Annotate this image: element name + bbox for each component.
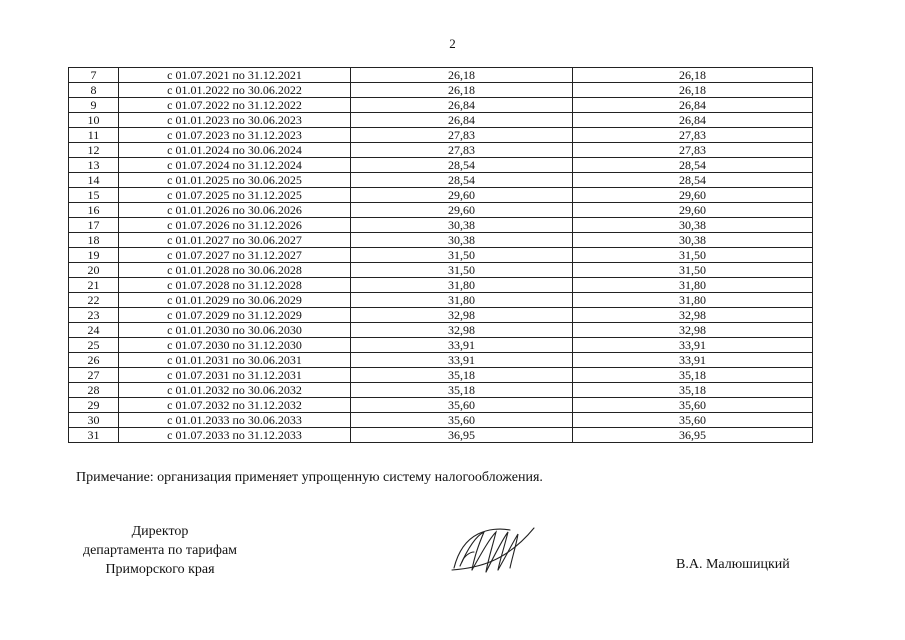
table-row <box>69 158 813 173</box>
period-cell: с 01.01.2025 по 30.06.2025 <box>119 173 351 188</box>
tariff-value-cell: 29,60 <box>351 203 573 218</box>
signer-title-line-1: Директор <box>131 524 189 539</box>
tariff-value-cell-2: 26,84 <box>573 113 813 128</box>
tariff-value-cell-2: 28,54 <box>573 158 813 173</box>
period-cell: с 01.01.2026 по 30.06.2026 <box>119 203 351 218</box>
table-row <box>69 383 813 398</box>
table-row <box>69 398 813 413</box>
tariff-value-cell: 33,91 <box>351 338 573 353</box>
tariff-value-cell-2: 30,38 <box>573 218 813 233</box>
row-number-cell: 23 <box>69 308 119 323</box>
signer-name: В.А. Малюшицкий <box>676 557 790 572</box>
period-cell: с 01.01.2030 по 30.06.2030 <box>119 323 351 338</box>
row-number-cell: 31 <box>69 428 119 443</box>
row-number-cell: 10 <box>69 113 119 128</box>
tariff-table-body <box>69 68 813 443</box>
table-row <box>69 128 813 143</box>
tariff-value-cell-2: 30,38 <box>573 233 813 248</box>
tariff-value-cell-2: 33,91 <box>573 338 813 353</box>
table-row <box>69 98 813 113</box>
period-cell: с 01.07.2030 по 31.12.2030 <box>119 338 351 353</box>
period-cell: с 01.07.2028 по 31.12.2028 <box>119 278 351 293</box>
period-cell: с 01.07.2032 по 31.12.2032 <box>119 398 351 413</box>
signer-title <box>72 522 248 579</box>
row-number-cell: 29 <box>69 398 119 413</box>
period-cell: с 01.07.2023 по 31.12.2023 <box>119 128 351 143</box>
period-cell: с 01.07.2021 по 31.12.2021 <box>119 68 351 83</box>
period-cell: с 01.07.2029 по 31.12.2029 <box>119 308 351 323</box>
tariff-value-cell-2: 28,54 <box>573 173 813 188</box>
row-number-cell: 30 <box>69 413 119 428</box>
tariff-value-cell: 28,54 <box>351 158 573 173</box>
table-row <box>69 308 813 323</box>
table-row <box>69 353 813 368</box>
tariff-value-cell-2: 27,83 <box>573 128 813 143</box>
tariff-value-cell: 29,60 <box>351 188 573 203</box>
table-row <box>69 248 813 263</box>
row-number-cell: 22 <box>69 293 119 308</box>
row-number-cell: 27 <box>69 368 119 383</box>
period-cell: с 01.01.2024 по 30.06.2024 <box>119 143 351 158</box>
tariff-value-cell: 26,84 <box>351 98 573 113</box>
tariff-value-cell-2: 29,60 <box>573 188 813 203</box>
tariff-value-cell: 27,83 <box>351 128 573 143</box>
tariff-value-cell: 35,18 <box>351 383 573 398</box>
table-row <box>69 278 813 293</box>
table-row <box>69 203 813 218</box>
tariff-value-cell-2: 35,60 <box>573 398 813 413</box>
tariff-value-cell: 26,18 <box>351 68 573 83</box>
tariff-value-cell: 28,54 <box>351 173 573 188</box>
table-row <box>69 68 813 83</box>
page-number: 2 <box>449 36 456 51</box>
row-number-cell: 19 <box>69 248 119 263</box>
table-row <box>69 338 813 353</box>
row-number-cell: 12 <box>69 143 119 158</box>
tariff-value-cell: 33,91 <box>351 353 573 368</box>
period-cell: с 01.07.2024 по 31.12.2024 <box>119 158 351 173</box>
period-cell: с 01.01.2031 по 30.06.2031 <box>119 353 351 368</box>
tariff-value-cell-2: 27,83 <box>573 143 813 158</box>
period-cell: с 01.01.2023 по 30.06.2023 <box>119 113 351 128</box>
period-cell: с 01.07.2027 по 31.12.2027 <box>119 248 351 263</box>
table-row <box>69 413 813 428</box>
tariff-value-cell: 35,60 <box>351 398 573 413</box>
table-row <box>69 188 813 203</box>
tariff-value-cell-2: 29,60 <box>573 203 813 218</box>
tariff-value-cell-2: 32,98 <box>573 323 813 338</box>
period-cell: с 01.07.2033 по 31.12.2033 <box>119 428 351 443</box>
tariff-value-cell: 31,80 <box>351 293 573 308</box>
row-number-cell: 15 <box>69 188 119 203</box>
row-number-cell: 9 <box>69 98 119 113</box>
signer-title-line-3: Приморского края <box>105 562 215 577</box>
tariff-value-cell: 35,60 <box>351 413 573 428</box>
row-number-cell: 26 <box>69 353 119 368</box>
row-number-cell: 8 <box>69 83 119 98</box>
tariff-value-cell: 31,50 <box>351 248 573 263</box>
tariff-value-cell: 30,38 <box>351 218 573 233</box>
tariff-value-cell-2: 36,95 <box>573 428 813 443</box>
tariff-value-cell-2: 26,18 <box>573 83 813 98</box>
tariff-value-cell-2: 31,80 <box>573 278 813 293</box>
period-cell: с 01.07.2026 по 31.12.2026 <box>119 218 351 233</box>
note-text: Примечание: организация применяет упрощенную систему налогообложения. <box>76 470 543 485</box>
table-row <box>69 113 813 128</box>
tariff-value-cell: 27,83 <box>351 143 573 158</box>
tariff-value-cell: 31,80 <box>351 278 573 293</box>
period-cell: с 01.01.2029 по 30.06.2029 <box>119 293 351 308</box>
period-cell: с 01.07.2031 по 31.12.2031 <box>119 368 351 383</box>
table-row <box>69 173 813 188</box>
period-cell: с 01.01.2022 по 30.06.2022 <box>119 83 351 98</box>
tariff-value-cell: 30,38 <box>351 233 573 248</box>
tariff-value-cell: 35,18 <box>351 368 573 383</box>
tariff-value-cell: 36,95 <box>351 428 573 443</box>
period-cell: с 01.01.2033 по 30.06.2033 <box>119 413 351 428</box>
row-number-cell: 24 <box>69 323 119 338</box>
tariff-value-cell: 26,18 <box>351 83 573 98</box>
handwritten-signature-icon <box>448 522 538 576</box>
row-number-cell: 17 <box>69 218 119 233</box>
tariff-value-cell: 31,50 <box>351 263 573 278</box>
tariff-table <box>68 67 813 443</box>
row-number-cell: 18 <box>69 233 119 248</box>
table-row <box>69 218 813 233</box>
tariff-value-cell: 32,98 <box>351 308 573 323</box>
tariff-value-cell-2: 35,60 <box>573 413 813 428</box>
table-row <box>69 323 813 338</box>
table-row <box>69 83 813 98</box>
signer-title-line-2: департамента по тарифам <box>82 543 238 558</box>
tariff-value-cell-2: 31,50 <box>573 263 813 278</box>
tariff-value-cell-2: 32,98 <box>573 308 813 323</box>
period-cell: с 01.01.2028 по 30.06.2028 <box>119 263 351 278</box>
row-number-cell: 16 <box>69 203 119 218</box>
table-row <box>69 293 813 308</box>
period-cell: с 01.01.2032 по 30.06.2032 <box>119 383 351 398</box>
tariff-value-cell-2: 26,18 <box>573 68 813 83</box>
row-number-cell: 14 <box>69 173 119 188</box>
period-cell: с 01.01.2027 по 30.06.2027 <box>119 233 351 248</box>
table-row <box>69 428 813 443</box>
tariff-value-cell-2: 26,84 <box>573 98 813 113</box>
row-number-cell: 20 <box>69 263 119 278</box>
table-row <box>69 368 813 383</box>
tariff-value-cell-2: 31,50 <box>573 248 813 263</box>
table-row <box>69 263 813 278</box>
row-number-cell: 7 <box>69 68 119 83</box>
row-number-cell: 21 <box>69 278 119 293</box>
row-number-cell: 28 <box>69 383 119 398</box>
row-number-cell: 11 <box>69 128 119 143</box>
tariff-value-cell-2: 31,80 <box>573 293 813 308</box>
tariff-value-cell-2: 35,18 <box>573 383 813 398</box>
period-cell: с 01.07.2022 по 31.12.2022 <box>119 98 351 113</box>
tariff-value-cell: 26,84 <box>351 113 573 128</box>
table-row <box>69 143 813 158</box>
row-number-cell: 13 <box>69 158 119 173</box>
tariff-value-cell-2: 35,18 <box>573 368 813 383</box>
tariff-value-cell-2: 33,91 <box>573 353 813 368</box>
table-row <box>69 233 813 248</box>
tariff-value-cell: 32,98 <box>351 323 573 338</box>
period-cell: с 01.07.2025 по 31.12.2025 <box>119 188 351 203</box>
row-number-cell: 25 <box>69 338 119 353</box>
